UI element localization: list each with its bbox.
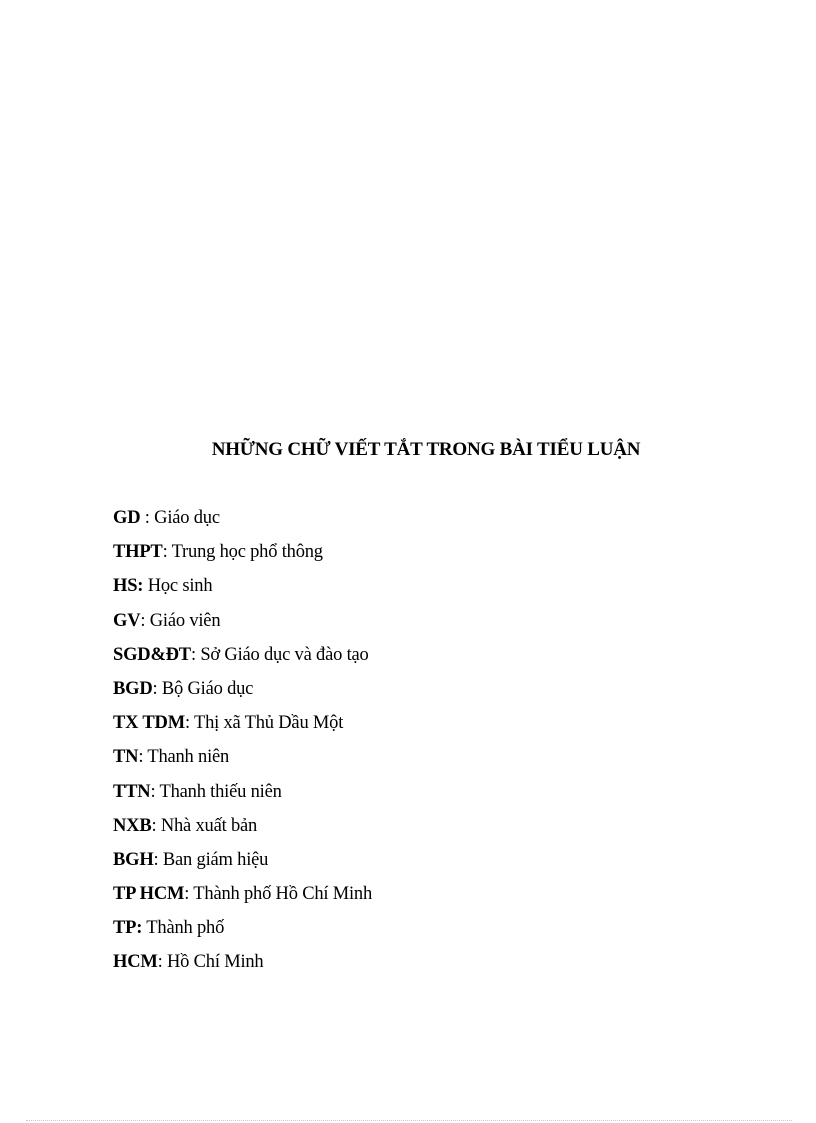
abbreviation-item xyxy=(113,540,372,574)
abbreviation-key: BGH xyxy=(113,849,154,870)
abbreviation-value: Thành phố Hồ Chí Minh xyxy=(193,884,373,905)
abbreviation-separator: : xyxy=(162,542,172,563)
abbreviation-separator: : xyxy=(138,747,148,768)
abbreviation-value: Giáo dục xyxy=(154,508,220,528)
abbreviation-separator: : xyxy=(157,952,167,973)
abbreviation-value: Thanh thiếu niên xyxy=(159,781,282,802)
abbreviation-key: TN xyxy=(113,747,139,768)
abbreviation-value: Học sinh xyxy=(147,576,213,597)
abbreviation-key: BGD xyxy=(113,678,153,699)
abbreviation-key: TTN xyxy=(113,781,151,802)
footer-divider xyxy=(26,1120,792,1121)
abbreviation-value: Thanh niên xyxy=(147,747,230,768)
abbreviation-value: Thị xã Thủ Dầu Một xyxy=(193,713,344,734)
abbreviation-key: HS: xyxy=(113,576,144,597)
abbreviation-separator: : xyxy=(140,508,155,528)
abbreviation-list xyxy=(113,506,372,985)
abbreviation-value: Sở Giáo dục và đào tạo xyxy=(200,644,369,665)
abbreviation-separator: : xyxy=(151,815,161,836)
abbreviation-value: Bộ Giáo dục xyxy=(161,678,254,699)
abbreviation-value: Thành phố xyxy=(146,918,225,939)
abbreviation-item xyxy=(113,643,372,677)
abbreviation-item xyxy=(113,745,372,779)
abbreviation-separator: : xyxy=(153,849,163,870)
abbreviation-separator: : xyxy=(152,678,162,699)
abbreviation-value: Nhà xuất bản xyxy=(160,815,258,836)
abbreviation-key: TX TDM xyxy=(113,713,185,734)
abbreviation-key: GV xyxy=(113,610,141,631)
abbreviation-separator: : xyxy=(150,781,160,802)
abbreviation-key: HCM xyxy=(113,952,158,973)
abbreviation-key: TP HCM xyxy=(113,884,185,905)
abbreviation-item xyxy=(113,711,372,745)
abbreviation-item xyxy=(113,677,372,711)
abbreviation-item xyxy=(113,506,372,540)
abbreviation-value: Giáo viên xyxy=(149,610,221,631)
abbreviation-value: Hồ Chí Minh xyxy=(167,952,264,973)
abbreviation-key: GD xyxy=(113,508,141,528)
abbreviation-item xyxy=(113,609,372,643)
abbreviation-key: TP: xyxy=(113,918,143,939)
abbreviation-item xyxy=(113,916,372,950)
abbreviation-key: NXB xyxy=(113,815,152,836)
abbreviation-item xyxy=(113,848,372,882)
abbreviation-separator: : xyxy=(184,713,194,734)
abbreviation-value: Ban giám hiệu xyxy=(162,849,269,870)
abbreviation-item xyxy=(113,882,372,916)
abbreviation-item xyxy=(113,814,372,848)
abbreviation-key: SGD&ĐT xyxy=(113,644,191,665)
abbreviation-value: Trung học phổ thông xyxy=(171,542,323,563)
abbreviation-item xyxy=(113,780,372,814)
abbreviation-item xyxy=(113,950,372,984)
abbreviation-separator: : xyxy=(140,610,150,631)
abbreviation-item xyxy=(113,574,372,608)
abbreviation-separator: : xyxy=(190,644,201,665)
abbreviation-separator: : xyxy=(184,884,194,905)
abbreviation-key: THPT xyxy=(113,542,163,563)
page-title: NHỮNG CHỮ VIẾT TẮT TRONG BÀI TIỂU LUẬN xyxy=(211,439,641,460)
